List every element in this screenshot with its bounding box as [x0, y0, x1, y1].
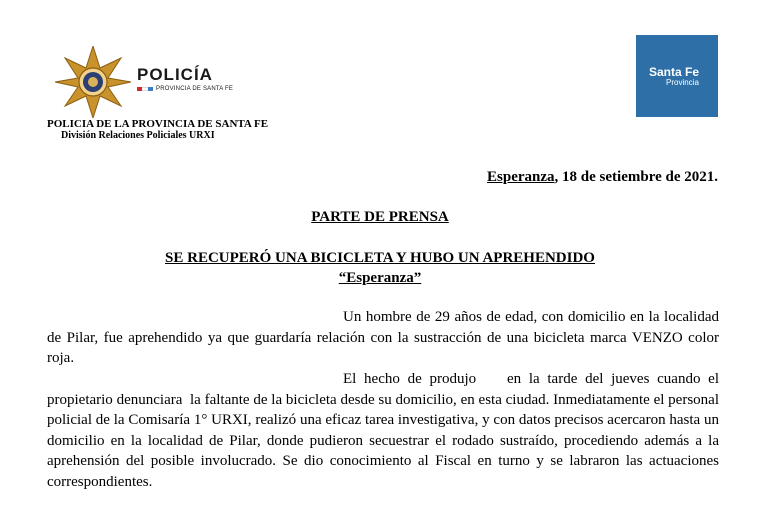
institution-division: División Relaciones Policiales URXI — [61, 130, 215, 141]
province-logo-subtitle: Provincia — [666, 78, 699, 87]
paragraph-text: El hecho de produjo en la tarde del jueves cuando el propietario denunciara la faltante de la bicicleta desde su domicilio, en esta ciudad. Inmediatamente el personal policial de la Comisaría 1° URXI, realizó una eficaz tarea investigativa, y con datos precisos acercaron hasta un domicilio en la localidad de Pilar, donde pudieron secuestrar el rodado sustraído, procediendo además a la aprehensión del posible involucrado. Se dio conocimiento al Fiscal en turno y se labraron las actuaciones correspondientes. — [47, 371, 723, 490]
paragraph-text: Un hombre de 29 años de edad, con domicilio en la localidad de Pilar, fue aprehendido ya que guardaría relación con la sustracción de una bicicleta marca VENZO color roja. — [47, 309, 719, 367]
institution-name: POLICIA DE LA PROVINCIA DE SANTA FE — [47, 118, 269, 130]
document-type: PARTE DE PRENSA — [311, 209, 449, 225]
flag-bar-icon — [137, 87, 153, 91]
police-logo — [55, 46, 265, 118]
police-logo-word: POLICÍA — [137, 65, 213, 84]
body-paragraph-2 — [47, 369, 723, 493]
police-logo-subtitle — [137, 84, 233, 93]
police-logo-subtitle-text: PROVINCIA DE SANTA FE — [156, 85, 234, 92]
headline: SE RECUPERÓ UNA BICICLETA Y HUBO UN APREHENDIDO — [165, 250, 595, 266]
dateline-date: , 18 de setiembre de 2021. — [554, 169, 718, 185]
body-paragraph-1 — [47, 307, 719, 369]
police-star-badge-icon — [55, 46, 131, 118]
santa-fe-province-logo — [636, 35, 718, 117]
dateline — [487, 169, 718, 185]
dateline-city: Esperanza — [487, 169, 555, 185]
location-tag: “Esperanza” — [338, 270, 422, 286]
province-logo-title: Santa Fe — [649, 65, 700, 79]
